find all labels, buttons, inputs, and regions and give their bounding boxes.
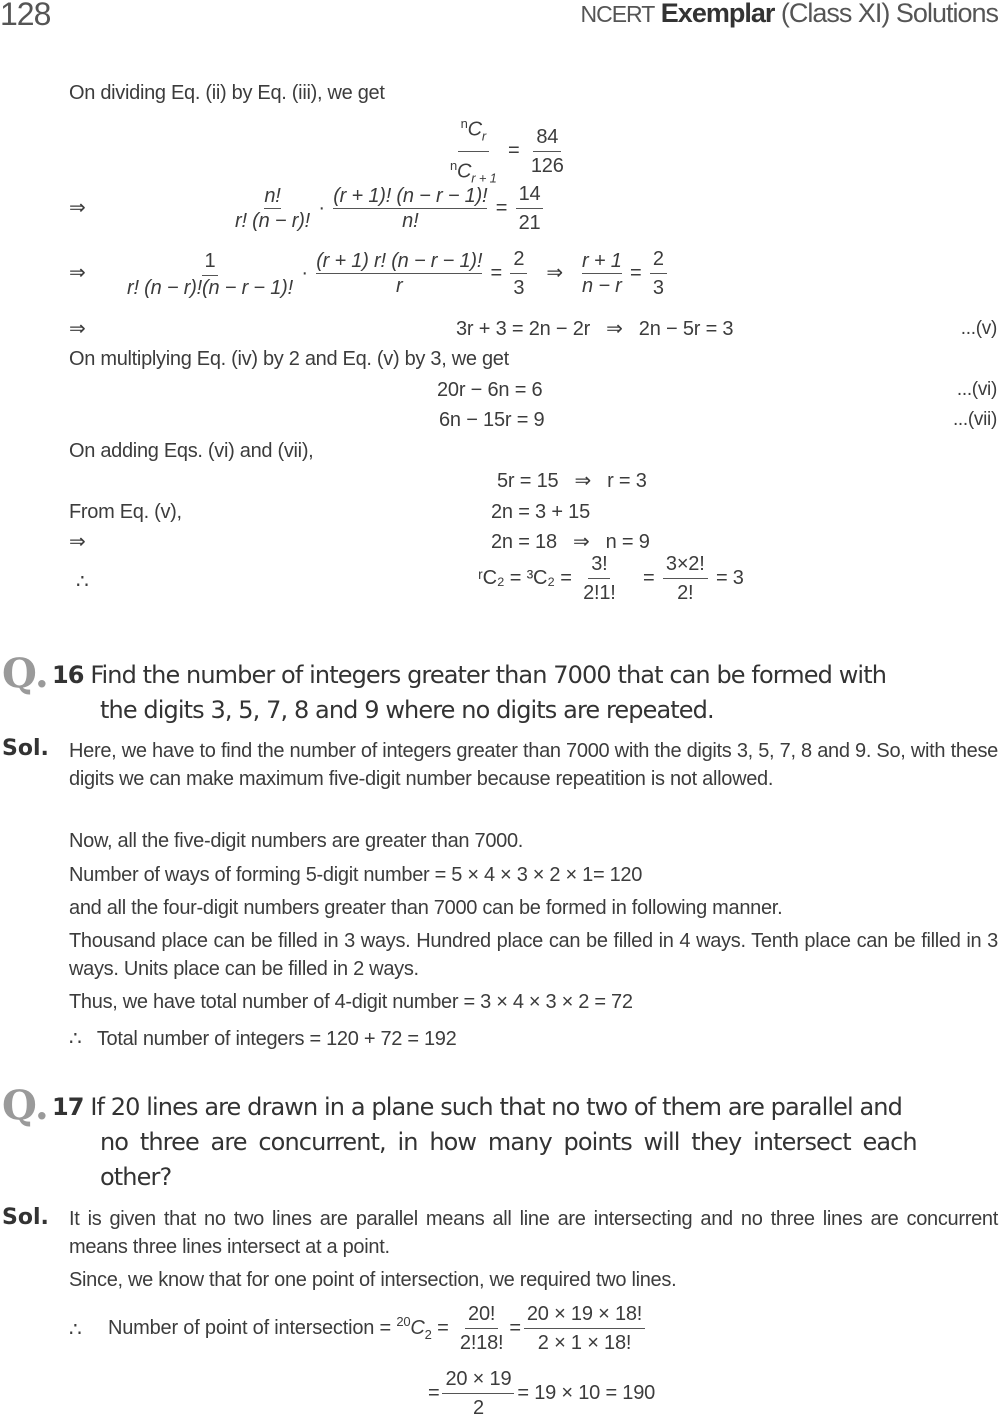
header-exemplar: Exemplar [660, 0, 775, 28]
question-text-line: no three are concurrent, in how many points will they intersect each [100, 1128, 917, 1156]
implies-arrow: ⇒ [69, 531, 86, 553]
numerator: r + 1 [582, 250, 622, 272]
implies-arrow: ⇒ [546, 261, 563, 284]
equation-result [428, 1365, 655, 1422]
equation-label: ...(vi) [956, 379, 997, 400]
denominator: 2 [472, 1397, 484, 1419]
denominator: 3 [513, 277, 525, 299]
equation-v: 3r + 3 = 2n − 2r ⇒ 2n − 5r = 3 [456, 318, 734, 340]
equation-vi: 20r − 6n = 6 [437, 379, 543, 401]
question-number: 16 [52, 661, 84, 689]
denominator: 126 [530, 154, 564, 177]
denominator: r! (n − r)!(n − r − 1)! [127, 277, 293, 299]
fraction [510, 245, 527, 302]
implies-arrow: ⇒ [69, 262, 86, 284]
equation-ratio: $\frac{^nC_r}{^nC_{r + 1}}$ = $\frac{84}{126}$ [444, 110, 570, 192]
equation-r: 5r = 15 ⇒ r = 3 [497, 470, 647, 492]
solution-paragraph: Thousand place can be filled in 3 ways. Hundred place can be filled in 4 ways. Tenth place can be filled in 3 ways. Units place can be filled in 2 ways. [69, 930, 998, 980]
sup: n [450, 157, 458, 173]
solution-paragraph: It is given that no two lines are parallel means all line are intersecting and no three lines are concurrent means three lines intersect at a point. [69, 1208, 998, 1258]
solution-paragraph: Number of ways of forming 5-digit number = 5 × 4 × 3 × 2 × 1= 120 [69, 864, 643, 886]
fraction [528, 123, 567, 180]
denominator: r [395, 275, 403, 297]
equals: = [509, 1316, 521, 1339]
solution-paragraph: Thus, we have total number of 4-digit number = 3 × 4 × 3 × 2 = 72 [69, 991, 633, 1013]
base: C [410, 1316, 425, 1339]
fraction [235, 184, 310, 233]
denominator: 2!1! [583, 582, 616, 604]
result: = 3 [715, 566, 744, 589]
result: = 19 × 10 = 190 [517, 1381, 656, 1404]
denominator: n! [402, 210, 419, 232]
implies-arrow: ⇒ [69, 318, 86, 340]
question-text-line: If 20 lines are drawn in a plane such that no two of them are parallel and [90, 1093, 902, 1121]
equation-simplify: $\frac{1}{r! (n - r)!(n - r - 1)!}$ · $\frac{(r + 1) r! (n - r - 1)!}{r}$ = $\frac{2}{3}$ ⇒ $\frac{r + 1}{n - r}$ = $\frac{2}{3}$ [124, 245, 670, 302]
numerator: 84 [533, 123, 561, 152]
question-marker: Q. [2, 650, 49, 697]
question-16 [52, 658, 998, 693]
denominator: r! (n − r)! [235, 210, 311, 232]
solution-paragraph: Now, all the five-digit numbers are greater than 7000. [69, 830, 524, 852]
denominator: 21 [518, 212, 541, 234]
fraction [516, 180, 544, 237]
fraction [127, 247, 293, 300]
header-ncert: NCERT [580, 1, 655, 27]
question-text-line: other? [100, 1163, 172, 1191]
question-text-line: Find the number of integers greater than 7000 that can be formed with [90, 661, 887, 689]
numerator: (r + 1) r! (n − r − 1)! [316, 250, 483, 272]
equation-label: ...(vii) [952, 409, 997, 430]
therefore-symbol: ∴ [69, 1319, 82, 1341]
solution-label: Sol. [2, 736, 49, 761]
solution-paragraph: Since, we know that for one point of intersection, we required two lines. [69, 1269, 677, 1291]
question-number: 17 [52, 1093, 84, 1121]
numerator: 14 [516, 180, 544, 209]
equation-final: ʳC₂ = ³C₂ = $\frac{3!}{2!1!}$ = $\frac{3\times 2!}{2!}$ = 3 [478, 550, 744, 607]
solution-paragraph: Here, we have to find the number of integers greater than 7000 with the digits 3, 5, 7, 8 and 9. So, with these digits we can make maximum five-digit number because repeatition is not allowed. [69, 740, 998, 790]
sub: r [481, 128, 487, 144]
denominator: n − r [582, 275, 622, 297]
fraction [442, 1365, 514, 1422]
multiply-text: On multiplying Eq. (iv) by 2 and Eq. (v) by 3, we get [69, 348, 509, 370]
equation-vii: 6n − 15r = 9 [439, 409, 545, 431]
equation-text: Number of point of intersection = [108, 1316, 391, 1339]
sub: 2 [424, 1326, 432, 1342]
equation-2n: 2n = 3 + 15 [491, 501, 591, 523]
numerator: 3×2! [663, 550, 708, 579]
numerator: 20 × 19 [442, 1365, 514, 1394]
fraction [457, 1300, 506, 1357]
numerator: 20 × 19 × 18! [524, 1300, 645, 1329]
header-solutions: Solutions [895, 0, 998, 28]
fraction [650, 245, 667, 302]
sub: r + 1 [471, 170, 497, 186]
equation-intersection [108, 1300, 648, 1357]
intro-text: On dividing Eq. (ii) by Eq. (iii), we get [69, 82, 385, 104]
question-marker: Q. [2, 1082, 49, 1129]
fraction [333, 184, 487, 233]
therefore-symbol: ∴ [76, 571, 89, 593]
numerator: 2 [510, 245, 527, 274]
running-header [580, 0, 998, 29]
from-text: From Eq. (v), [69, 501, 182, 523]
denominator: 2 × 1 × 18! [537, 1332, 632, 1354]
fraction [524, 1300, 645, 1357]
equals: = [437, 1316, 449, 1339]
solution-paragraph: and all the four-digit numbers greater than 7000 can be formed in following manner. [69, 897, 783, 919]
implies-arrow: ⇒ [69, 197, 86, 219]
solution-label: Sol. [2, 1205, 49, 1230]
base: C [467, 118, 482, 141]
sup: n [460, 116, 468, 131]
page-number: 128 [0, 0, 51, 32]
fraction [316, 249, 482, 298]
denominator: 3 [652, 277, 664, 299]
fraction [582, 249, 622, 298]
numerator: (r + 1)! (n − r − 1)! [333, 185, 488, 207]
equation-factorial: $\frac{n!}{r! (n - r)!}$ · $\frac{(r + 1)! (n - r - 1)!}{n!}$ = $\frac{14}{21}$ [232, 180, 546, 237]
question-text-line: the digits 3, 5, 7, 8 and 9 where no digits are repeated. [100, 696, 714, 724]
combination-lhs: ʳC₂ = ³C₂ = [478, 566, 572, 589]
denominator: 2! [677, 582, 694, 604]
question-17 [52, 1090, 998, 1125]
fraction [663, 550, 708, 607]
base: C [457, 160, 472, 183]
numerator: 1 [202, 247, 219, 276]
equation-n: 2n = 18 ⇒ n = 9 [491, 531, 650, 553]
numerator: n! [264, 185, 281, 207]
numerator: 3! [588, 550, 610, 579]
header-class: (Class XI) [780, 0, 890, 28]
numerator: 2 [650, 245, 667, 274]
denominator: 2!18! [459, 1332, 504, 1354]
sup: 20 [396, 1314, 411, 1330]
fraction [580, 550, 619, 607]
numerator: 20! [465, 1300, 498, 1329]
solution-result: ∴ Total number of integers = 120 + 72 = 192 [69, 1028, 457, 1050]
equation-label: ...(v) [960, 318, 997, 339]
adding-text: On adding Eqs. (vi) and (vii), [69, 440, 314, 462]
equals: = [428, 1381, 440, 1404]
